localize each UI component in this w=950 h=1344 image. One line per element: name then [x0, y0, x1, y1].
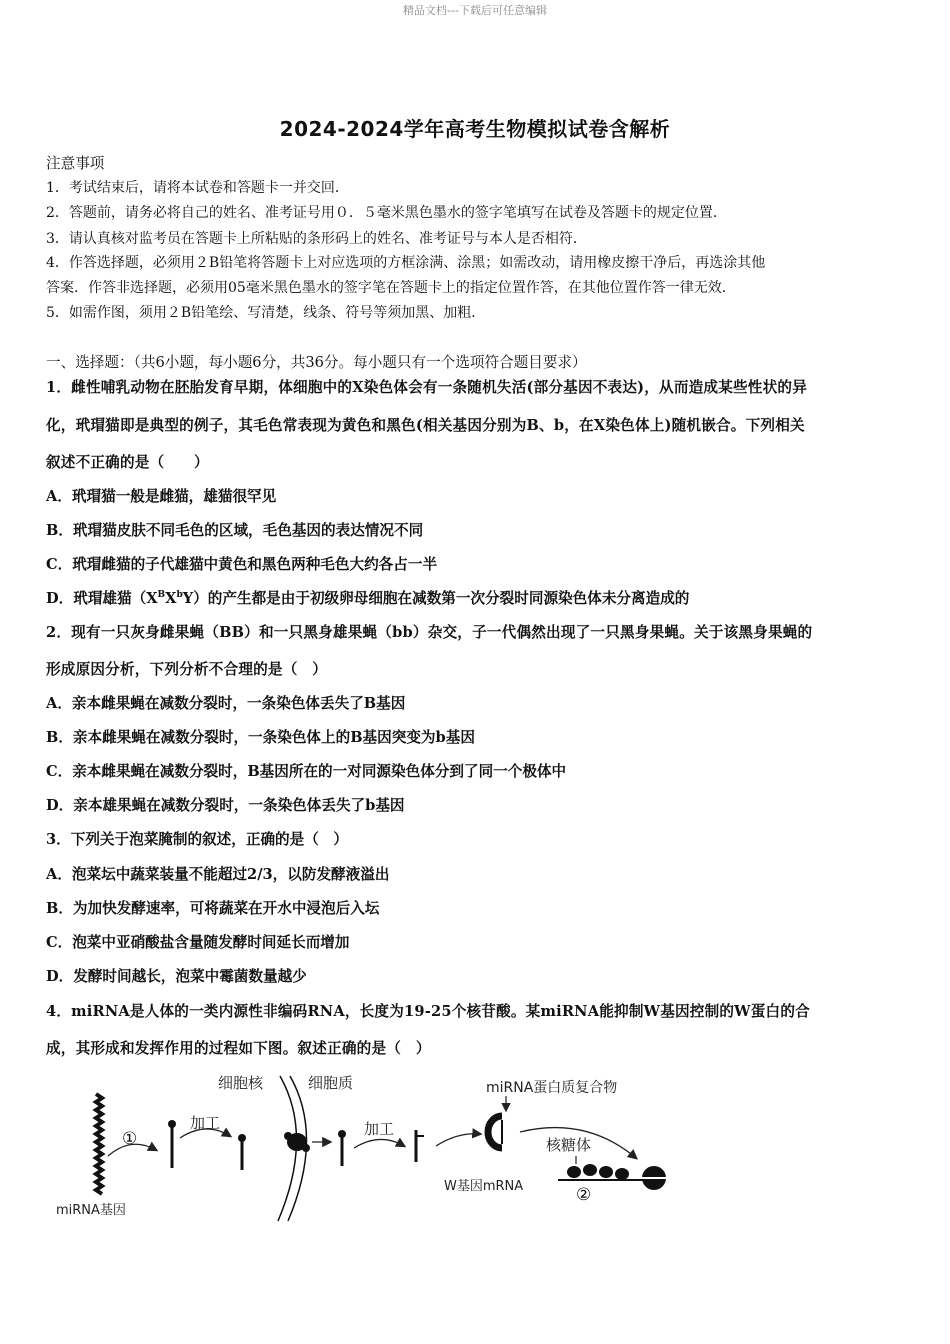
notes-item: 4．作答选择题，必须用２B铅笔将答题卡上对应选项的方框涂满、涂黑；如需改动，请用橡皮擦干净后，再选涂其他 — [46, 255, 766, 271]
q3-option-c: C．泡菜中亚硝酸盐含量随发酵时间延长而增加 — [46, 934, 350, 951]
page-title: 2024-2024学年高考生物模拟试卷含解析 — [279, 117, 671, 141]
dna-strand — [96, 1094, 102, 1194]
label-process-2: 加工 — [364, 1120, 395, 1138]
q1-option-c: C．玳瑁雌猫的子代雄猫中黄色和黑色两种毛色大约各占一半 — [46, 556, 438, 573]
q1-option-a: A．玳瑁猫一般是雌猫，雄猫很罕见 — [46, 488, 277, 505]
arrow-process-2 — [354, 1139, 404, 1148]
q3-option-b: B．为加快发酵速率，可将蔬菜在开水中浸泡后入坛 — [46, 900, 380, 917]
label-mirna-gene: miRNA基因 — [56, 1203, 126, 1218]
q3-option-d: D．发酵时间越长，泡菜中霉菌数量越少 — [46, 968, 307, 985]
mirna-diagram — [46, 1066, 686, 1226]
watermark: 精品文档---下载后可任意编辑 — [403, 4, 547, 17]
q1-option-d-mid: X — [165, 590, 177, 607]
w-protein-blocked — [642, 1166, 666, 1190]
q1-option-d — [46, 587, 916, 608]
q1-option-b: B．玳瑁猫皮肤不同毛色的区域，毛色基因的表达情况不同 — [46, 522, 424, 539]
q3-option-a: A．泡菜坛中蔬菜装量不能超过2/3，以防发酵液溢出 — [46, 866, 390, 883]
ribosomes — [567, 1164, 629, 1180]
notes-heading: 注意事项 — [46, 155, 105, 172]
q4-stem-line: 4．miRNA是人体的一类内源性非编码RNA，长度为19-25个核苷酸。某miRNA能抑制W基因控制的W蛋白的合 — [46, 1003, 810, 1020]
q4-stem-line: 成，其形成和发挥作用的过程如下图。叙述正确的是（ ） — [46, 1040, 431, 1057]
label-step-2: ② — [576, 1185, 592, 1205]
q1-stem-line: 化，玳瑁猫即是典型的例子，其毛色常表现为黄色和黑色(相关基因分别为B、b，在X染色体上)随机嵌合。下列相关 — [46, 417, 805, 434]
q1-stem-line: 1．雌性哺乳动物在胚胎发育早期，体细胞中的X染色体会有一条随机失活(部分基因不表达)，从而造成某些性状的异 — [46, 379, 807, 396]
label-process-1: 加工 — [190, 1114, 221, 1132]
q3-stem-line: 3．下列关于泡菜腌制的叙述，正确的是（ ） — [46, 831, 349, 848]
q1-option-d-suffix: Y）的产生都是由于初级卵母细胞在减数第一次分裂时同源染色体未分离造成的 — [182, 590, 690, 607]
label-ribosome: 核糖体 — [546, 1136, 592, 1154]
notes-item: 5．如需作图，须用２B铅笔绘、写清楚，线条、符号等须加黑、加粗． — [46, 305, 486, 321]
notes-item: 答案．作答非选择题，必须用05毫米黑色墨水的签字笔在答题卡上的指定位置作答，在其他位置作答一律无效． — [46, 280, 736, 296]
mirna-protein-complex — [488, 1116, 502, 1148]
notes-item: 2．答题前，请务必将自己的姓名、准考证号用０．５毫米黑色墨水的签字笔填写在试卷及答题卡的规定位置． — [46, 205, 727, 221]
q1-option-d-sup1: B — [157, 590, 166, 600]
q2-option-a: A．亲本雌果蝇在减数分裂时，一条染色体丢失了B基因 — [46, 695, 406, 712]
q1-option-d-sup2: b — [176, 590, 183, 600]
q1-stem-line: 叙述不正确的是（ ） — [46, 454, 209, 471]
pre-mirna-hairpin — [238, 1134, 246, 1170]
notes-item: 1．考试结束后，请将本试卷和答题卡一并交回． — [46, 180, 349, 196]
label-step-1: ① — [122, 1129, 138, 1149]
label-complex: miRNA蛋白质复合物 — [486, 1080, 618, 1096]
label-nucleus: 细胞核 — [218, 1074, 264, 1092]
section-heading: 一、选择题：（共6小题，每小题6分，共36分。每小题只有一个选项符合题目要求） — [46, 354, 587, 371]
pri-mirna-hairpin — [168, 1120, 176, 1168]
exported-hairpin — [338, 1130, 346, 1166]
q2-option-c: C．亲本雌果蝇在减数分裂时，B基因所在的一对同源染色体分到了同一个极体中 — [46, 763, 567, 780]
label-w-mrna: W基因mRNA — [444, 1179, 524, 1194]
q2-stem-line: 2．现有一只灰身雌果蝇（BB）和一只黑身雄果蝇（bb）杂交，子一代偶然出现了一只黑身果蝇。关于该黑身果蝇的 — [46, 624, 813, 641]
q2-option-b: B．亲本雌果蝇在减数分裂时，一条染色体上的B基因突变为b基因 — [46, 729, 475, 746]
q1-option-d-prefix: D．玳瑁雄猫（X — [46, 590, 158, 607]
q2-stem-line: 形成原因分析，下列分析不合理的是（ ） — [46, 661, 328, 678]
q2-option-d: D．亲本雄果蝇在减数分裂时，一条染色体丢失了b基因 — [46, 797, 405, 814]
arrow-to-complex — [436, 1134, 480, 1146]
label-cytoplasm: 细胞质 — [308, 1074, 354, 1092]
mature-mirna — [416, 1130, 424, 1162]
notes-item: 3．请认真核对监考员在答题卡上所粘贴的条形码上的姓名、准考证号与本人是否相符． — [46, 231, 587, 247]
